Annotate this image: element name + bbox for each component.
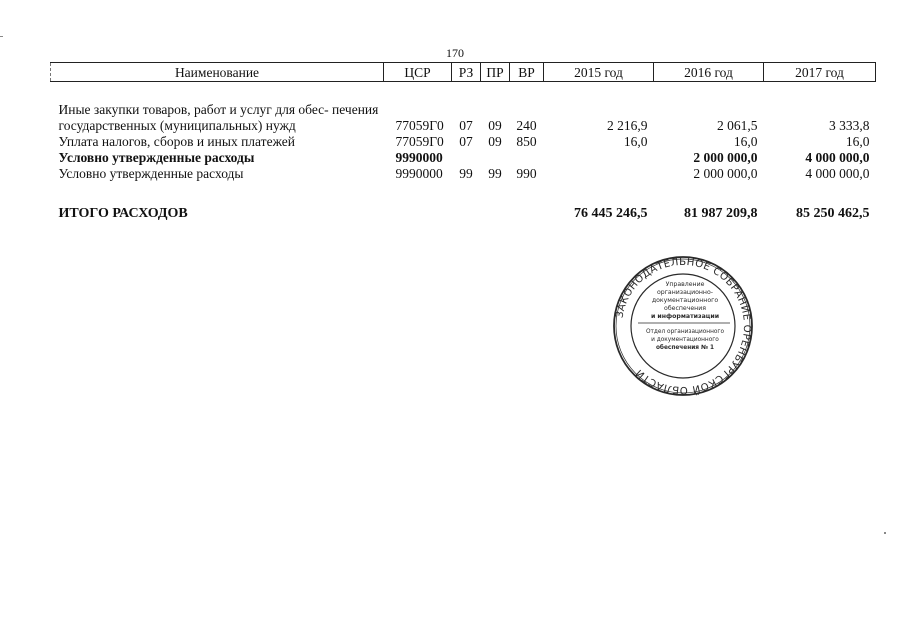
table-spacer (51, 182, 876, 206)
seal-line: обеспечения № 1 (655, 345, 715, 351)
page-number: 170 (446, 46, 464, 60)
total-row (51, 206, 876, 222)
row-name: Условно утвержденные расходы (58, 166, 244, 181)
row-rz: 07 (459, 134, 473, 149)
row-2015: 2 216,9 (607, 118, 648, 133)
seal-line: и информатизации (650, 313, 720, 320)
scan-speck (884, 532, 886, 534)
row-csr: 77059Г0 (395, 118, 444, 133)
seal-line: организационно- (656, 289, 714, 296)
row-vr (510, 150, 544, 166)
row-2017: 4 000 000,0 (805, 166, 870, 181)
row-2016: 16,0 (733, 134, 758, 149)
seal-line: Управление (665, 281, 705, 288)
row-2016: 2 000 000,0 (693, 150, 758, 165)
header-2017: 2017 год (764, 63, 876, 82)
seal-line: обеспечения (664, 305, 706, 312)
row-2015: 16,0 (623, 134, 648, 149)
total-2017: 85 250 462,5 (796, 206, 870, 221)
row-csr: 9990000 (395, 166, 443, 181)
official-seal (612, 255, 754, 397)
table-header-row (51, 63, 876, 82)
seal-line: и документационного (651, 337, 719, 343)
seal-graphic (612, 255, 754, 397)
row-2017: 3 333,8 (829, 118, 870, 133)
row-pr (481, 150, 510, 166)
row-name: Иные закупки товаров, работ и услуг для обес- печения государственных (муниципальных) нужд (58, 102, 379, 133)
row-2015 (544, 166, 654, 182)
table-row (51, 134, 876, 150)
table-row (51, 82, 876, 135)
header-csr: ЦСР (384, 63, 452, 82)
row-vr: 240 (516, 118, 537, 133)
total-2016: 81 987 209,8 (684, 206, 758, 221)
row-vr: 990 (516, 166, 537, 181)
row-2016: 2 061,5 (717, 118, 758, 133)
row-rz: 07 (459, 118, 473, 133)
row-name: Условно утвержденные расходы (58, 150, 255, 165)
row-pr: 09 (488, 118, 502, 133)
table-row (51, 166, 876, 182)
table-row (51, 150, 876, 166)
budget-table (50, 62, 876, 222)
row-rz: 99 (459, 166, 473, 181)
row-pr: 99 (488, 166, 502, 181)
row-rz (452, 150, 481, 166)
header-pr: ПР (481, 63, 510, 82)
header-name: Наименование (51, 63, 384, 82)
row-2016: 2 000 000,0 (693, 166, 758, 181)
header-2015: 2015 год (544, 63, 654, 82)
seal-outer-text: ЗАКОНОДАТЕЛЬНОЕ СОБРАНИЕ ОРЕНБУРГСКОЙ ОБЛАСТИ (614, 256, 753, 396)
header-rz: РЗ (452, 63, 481, 82)
seal-line: документационного (651, 297, 719, 304)
row-name: Уплата налогов, сборов и иных платежей (58, 134, 295, 149)
row-2015 (544, 150, 654, 166)
header-2016: 2016 год (654, 63, 764, 82)
total-label: ИТОГО РАСХОДОВ (58, 206, 188, 221)
seal-line: Отдел организационного (645, 329, 725, 335)
row-2017: 4 000 000,0 (805, 150, 870, 165)
row-csr: 77059Г0 (395, 134, 444, 149)
row-vr: 850 (516, 134, 537, 149)
row-pr: 09 (488, 134, 502, 149)
header-vr: ВР (510, 63, 544, 82)
margin-tick (0, 36, 3, 37)
row-2017: 16,0 (845, 134, 870, 149)
row-csr: 9990000 (395, 150, 443, 165)
total-2015: 76 445 246,5 (574, 206, 648, 221)
